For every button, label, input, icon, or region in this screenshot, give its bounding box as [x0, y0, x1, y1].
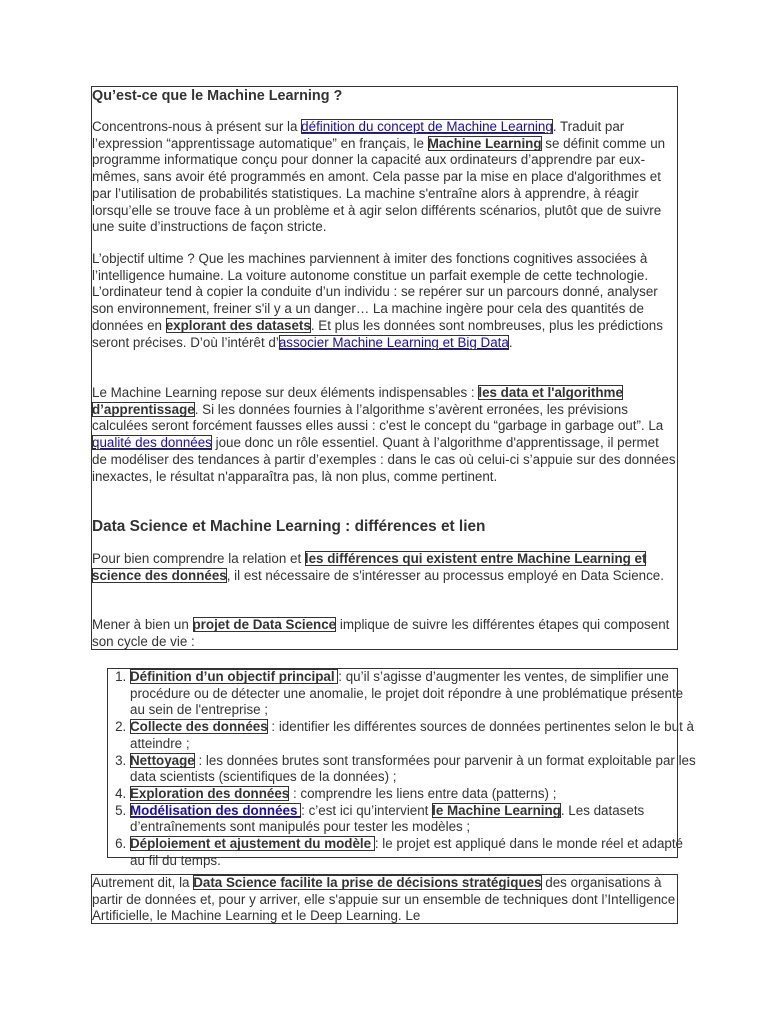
paragraph-conclusion [92, 875, 677, 925]
paragraph-objective [92, 251, 677, 351]
paragraph-text: Concentrons-nous à présent sur la [92, 119, 302, 134]
paragraph-text: . Et plus les données sont nombreuses, plus les prédictions seront précises. D’où l’intérêt d’ [92, 317, 663, 350]
step-title: Collecte des données [130, 719, 268, 735]
list-item [130, 836, 699, 869]
step-text: : identifier les différentes sources de données pertinentes selon le but à atteindre ; [130, 719, 694, 751]
paragraph-relation [92, 551, 677, 584]
step-text: : qu’il s’agisse d’augmenter les ventes, de simplifier une procédure ou de détecter une anomalie, le projet doit répondre à une problématique présente au sein de l'entreprise ; [130, 669, 684, 718]
section-heading-data-science: Data Science et Machine Learning : différences et lien [92, 518, 486, 535]
step-text: . Les datasets d’entraînements sont manipulés pour tester les modèles ; [130, 802, 645, 835]
step-title: Nettoyage [130, 752, 195, 768]
paragraph-text: Autrement dit, la [92, 875, 194, 890]
highlight-data-science-decisions: Data Science facilite la prise de décisions stratégiques [193, 875, 542, 890]
list-item [130, 803, 699, 836]
paragraph-elements [92, 385, 677, 485]
step-title: Définition d’un objectif principal [130, 669, 339, 684]
highlight-explorant-datasets: explorant des datasets [165, 317, 311, 333]
section-title: Qu’est-ce que le Machine Learning ? [92, 88, 343, 104]
highlight-machine-learning: Machine Learning [427, 135, 542, 151]
paragraph-text: Mener à bien un [92, 617, 193, 632]
link-qualite-donnees[interactable]: qualité des données [92, 435, 212, 451]
paragraph-text: . Si les données fournies à l’algorithme s’avèrent erronées, les prévisions calculées seront forcément fausses elles aussi : c'est le concept du “garbage in garbage out”. La [92, 401, 664, 434]
link-machine-learning-big-data[interactable]: associer Machine Learning et Big Data [278, 334, 509, 350]
paragraph-text: . Traduit par l’expression “apprentissage automatique” en français, le [92, 119, 625, 151]
link-modelisation-donnees[interactable]: Modélisation des données [130, 802, 302, 818]
step-text: : c’est ici qu’intervient [301, 802, 433, 818]
conclusion-box [91, 874, 678, 924]
step-text: : les données brutes sont transformées pour parvenir à un format exploitable par les data scientists (scientifiques de la données) ; [130, 752, 696, 785]
list-item [130, 719, 699, 752]
paragraph-text: se définit comme un programme informatique conçu pour donner la capacité aux ordinateurs d’apprendre par eux-mêmes, sans avoir été programmés en amont. Cela passe par la mise en place d'algorithmes et par l’utilisation de probabilités statistiques. La machine s'entraîne alors à apprendre, à réagir lorsqu’elle se trouve face à un problème et à agir selon différents scénarios, plutôt que de suivre une suite d’instructions de façon stricte. [92, 135, 666, 235]
paragraph-text: L’objectif ultime ? Que les machines parviennent à imiter des fonctions cognitives associées à l’intelligence humaine. La voiture autonome constitue un parfait exemple de cette technologie. L’ordinateur tend à copier la conduite d’un individu : se repérer sur un parcours donné, analyser son environnement, freiner s'il y a un danger… La machine ingère pour cela des quantités de données en [92, 251, 658, 333]
highlight-differences: les différences qui existent entre Machine Learning et science des données [92, 551, 647, 583]
paragraph-text: . [508, 334, 513, 350]
lifecycle-steps-list [108, 669, 699, 869]
paragraph-project [92, 617, 677, 650]
article-section-machine-learning [91, 86, 678, 650]
step-title: Déploiement et ajustement du modèle [130, 836, 375, 852]
list-item [130, 786, 699, 803]
highlight-projet-data-science: projet de Data Science [192, 617, 337, 632]
step-text: : comprendre les liens entre data (patterns) ; [289, 785, 557, 801]
highlight-le-machine-learning: le Machine Learning [432, 802, 561, 818]
step-title: Exploration des données [130, 785, 290, 801]
paragraph-text: Le Machine Learning repose sur deux éléments indispensables : [92, 385, 479, 400]
paragraph-text: Pour bien comprendre la relation et [92, 551, 305, 566]
paragraph-text: implique de suivre les différentes étapes qui composent son cycle de vie : [92, 617, 670, 649]
paragraph-text: , il est nécessaire de s'intéresser au processus employé en Data Science. [226, 567, 664, 583]
paragraph-text: des organisations à partir de données et, pour y arriver, elle s'appuie sur un ensemble de techniques dont l’Intelligence Artificielle, le Machine Learning et le Deep Learning. Le [92, 875, 676, 924]
step-text: : le projet est appliqué dans le monde réel et adapté au fil du temps. [130, 836, 684, 868]
highlight-data-algorithme: les data et l'algorithme d’apprentissage [92, 385, 623, 417]
link-definition-machine-learning[interactable]: définition du concept de Machine Learning [301, 119, 553, 134]
paragraph-definition [92, 119, 677, 236]
list-item [130, 669, 699, 719]
list-item [130, 753, 699, 786]
lifecycle-steps-box [107, 668, 696, 868]
paragraph-text: joue donc un rôle essentiel. Quant à l’algorithme d'apprentissage, il permet de modéliser des tendances à partir d’exemples : dans le cas où celui-ci s’appuie sur des données inexactes, le résultat n'apparaîtra pas, là non plus, comme pertinent. [92, 435, 676, 484]
